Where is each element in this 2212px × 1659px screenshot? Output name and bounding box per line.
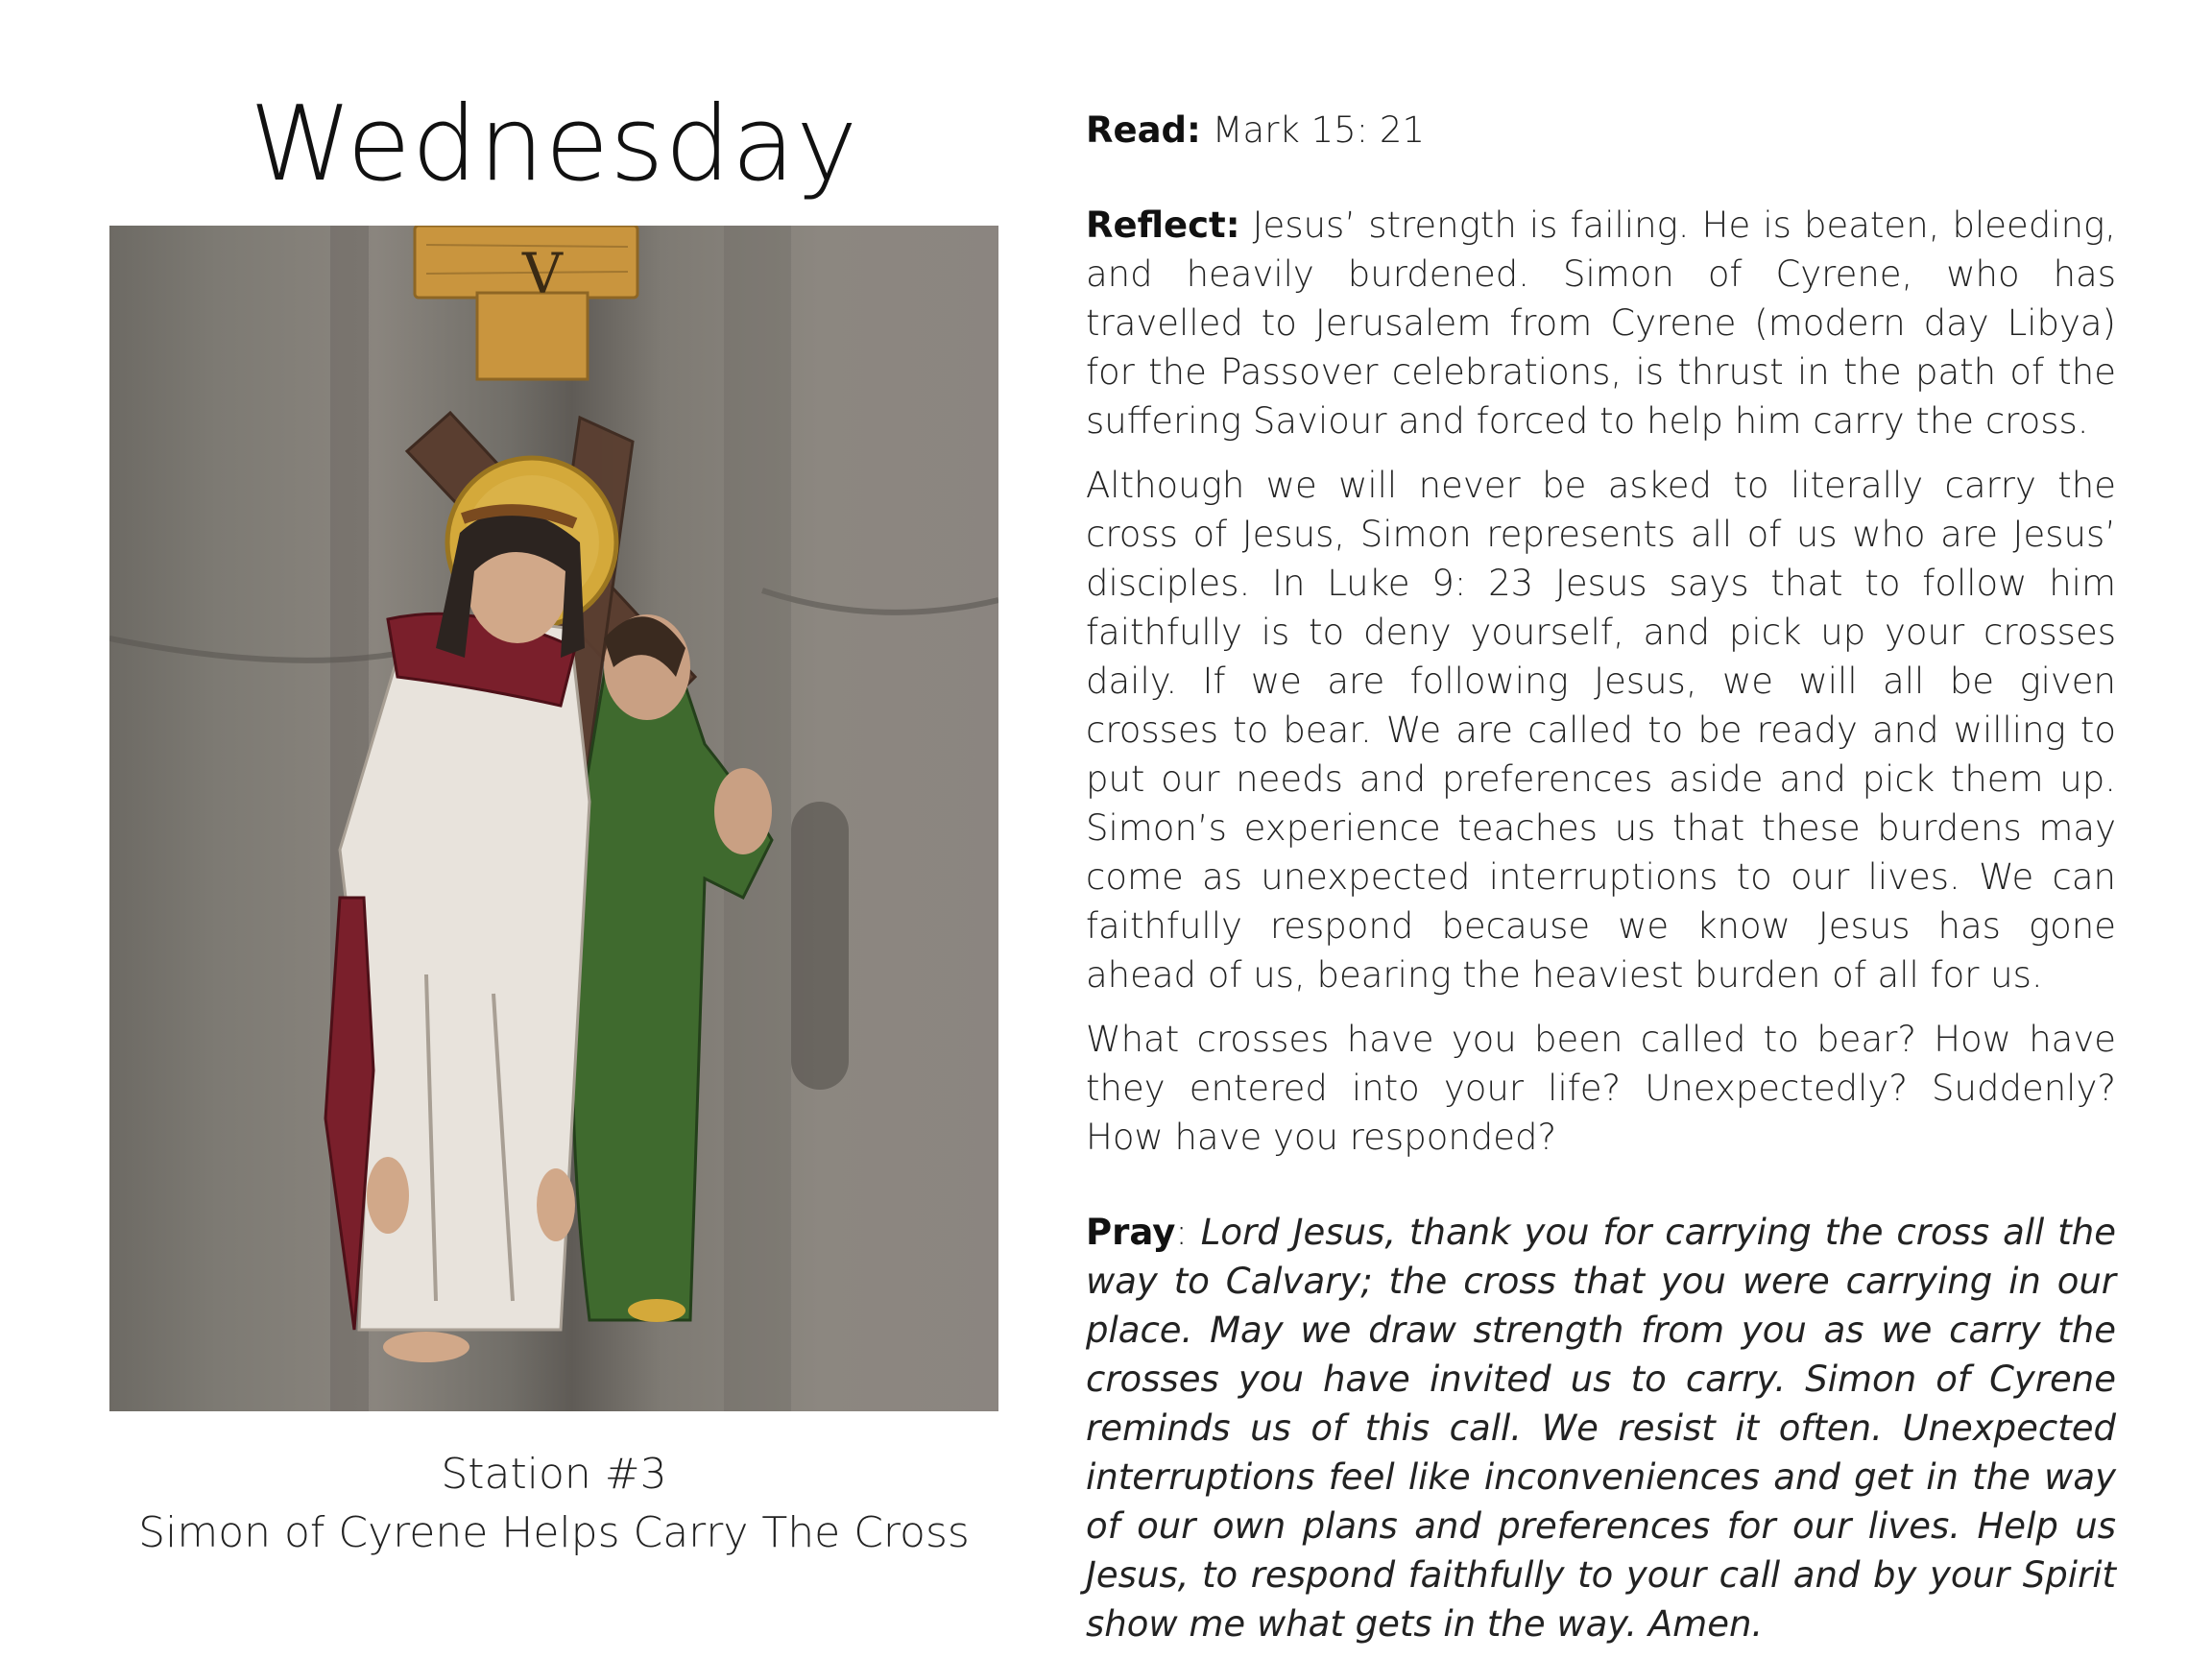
station-numeral: V: [522, 241, 563, 306]
photo-caption: [109, 1445, 998, 1562]
station-photo: [109, 226, 998, 1411]
devotional-text: [1086, 106, 2116, 1648]
reflect-paragraph-2: Although we will never be asked to literally carry the cross of Jesus, Simon represents all of us who are Jesus’ disciples. In Luke 9: 23 Jesus says that to follow him faithfully is to deny yourself, and pick up your crosses daily. If we are following Jesus, we will all be given crosses to bear. We are called to be ready and willing to put our needs and preferences aside and pick them up. Simon’s experience teaches us that these burdens may come as unexpected interruptions to our lives. We can faithfully respond because we know Jesus has gone ahead of us, bearing the heaviest burden of all for us.: [1086, 465, 2116, 996]
reflect-label: Reflect:: [1086, 204, 1240, 246]
caption-station-title: Simon of Cyrene Helps Carry The Cross: [138, 1508, 970, 1557]
page-title: Wednesday: [249, 84, 859, 204]
pray-text: Lord Jesus, thank you for carrying the cross all the way to Calvary; the cross that you were carrying in our place. May we draw strength from you as we carry the crosses you have invited us to carry. Simon of Cyrene reminds us of this call. We resist it often. Unexpected interruptions feel like inconveniences and get in the way of our own plans and preferences for our lives. Help us Jesus, to respond faithfully to your call and by your Spirit show me what gets in the way. Amen.: [1086, 1212, 2116, 1645]
pray-section: [1086, 1208, 2116, 1648]
read-reference: Mark 15: 21: [1200, 109, 1425, 151]
reflect-text-1: Jesus’ strength is failing. He is beaten, bleeding, and heavily burdened. Simon of Cyrene, who has travelled to Jerusalem from Cyrene (modern day Libya) for the Passover celebrations, is thrust in the path of the suffering Saviour and forced to help him carry the cross.: [1086, 204, 2116, 442]
read-label: Read:: [1086, 109, 1201, 151]
read-section: [1086, 106, 2116, 155]
caption-station-number: Station #3: [441, 1450, 667, 1499]
pray-label: Pray: [1086, 1212, 1176, 1253]
reflect-paragraph-1: [1086, 201, 2116, 445]
station-relief-illustration: [109, 226, 998, 1411]
pray-separator: :: [1175, 1212, 1201, 1253]
reflect-paragraph-3: What crosses have you been called to bear? How have they entered into your life? Unexpectedly? Suddenly? How have you responded?: [1086, 1019, 2116, 1158]
